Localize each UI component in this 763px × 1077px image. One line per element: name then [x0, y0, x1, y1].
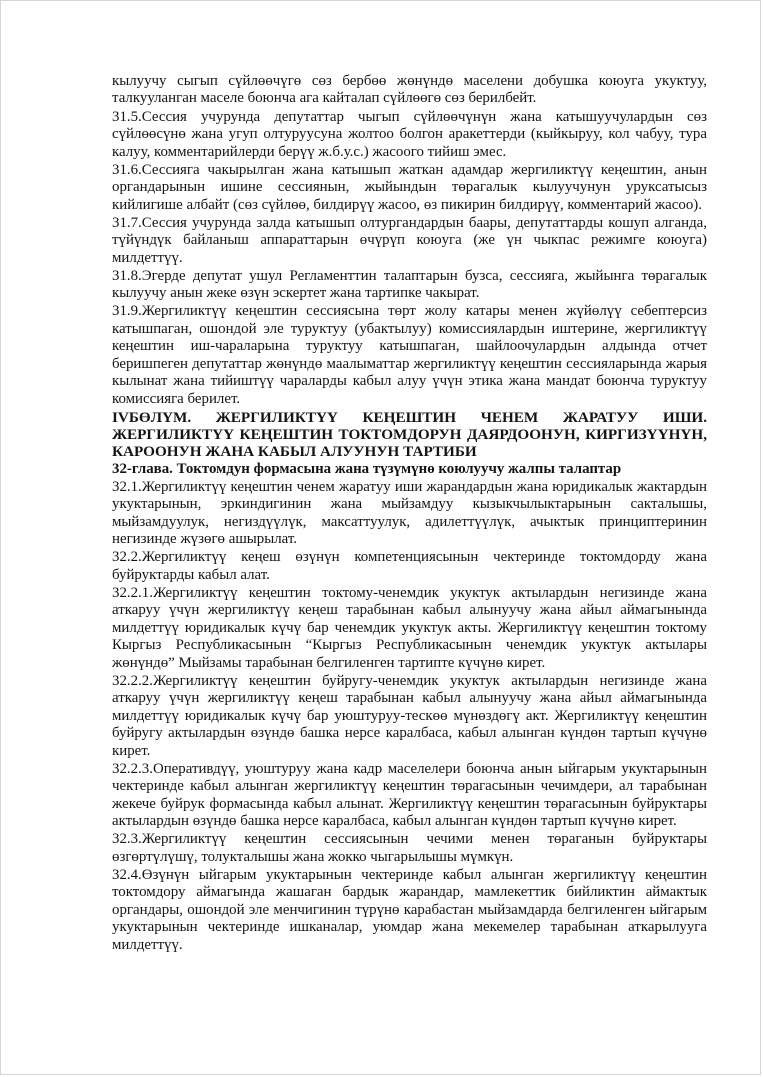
chapter-heading: 32-глава. Токтомдун формасына жана түзүмүнө коюлуучу жалпы талаптар [112, 460, 622, 477]
clause-32-2-3: 32.2.3.Оперативдүү, уюштуруу жана кадр маселелери боюнча анын ыйгарым укуктарынын чектеринде кабыл алынган жергиликтүү кеңештин төрагасынын чечимдери, ал тарабынан жекече буйрук формасында кабыл алынат. Жергиликтүү кеңештин төрагасынын буйруктары актылардын өзүндө башка нерсе каралбаса, кабыл алынган күндөн тартып күчүнө кирет. [112, 760, 707, 830]
clause-32-4: 32.4.Өзүнүн ыйгарым укуктарынын чектеринде кабыл алынган жергиликтүү кеңештин токтомдору аймагында жашаган бардык жарандар, мамлекеттик бийликтин аймактык органдары, ошондой эле менчигинин түрүнө карабастан мыйзамдарда белгиленген ыйгарым укуктарынын чектеринде ишканалар, уюмдар жана мекемелер тарабынан аткарылууга милдеттүү. [112, 866, 707, 953]
section-heading: IVБӨЛҮМ. ЖЕРГИЛИКТҮҮ КЕҢЕШТИН ЧЕНЕМ ЖАРАТУУ ИШИ. ЖЕРГИЛИКТҮҮ КЕҢЕШТИН ТОКТОМДОРУН ДАЯРДООНУН, КИРГИЗҮҮНҮН, КАРООНУН ЖАНА КАБЫЛ АЛУУНУН ТАРТИБИ [112, 408, 707, 461]
paragraph-31-6: 31.6.Сессияга чакырылган жана катышып жаткан адамдар жергиликтүү кеңештин, анын органдарынын ишине сессиянын, жыйындын төрагалык кылуучунун уруксатысыз кийлигише албайт (сөз сүйлөө, билдирүү жасоо, өз пикирин билдирүү, комментарий жасоо). [112, 161, 707, 213]
paragraph-continuation: кылуучу сыгып сүйлөөчүгө сөз бербөө жөнүндө маселени добушка коюуга укуктуу, талкууланган маселе боюнча ага кайталап сүйлөөгө сөз берилбейт. [112, 73, 707, 107]
clause-32-2: 32.2.Жергиликтүү кеңеш өзүнүн компетенциясынын чектеринде токтомдорду жана буйруктарды кабыл алат. [112, 549, 707, 583]
clause-32-2-2: 32.2.2.Жергиликтүү кеңештин буйругу-ченемдик укуктук актылардын негизинде жана аткаруу үчүн жергиликтүү кеңеш тарабынан кабыл алынуучу жана айыл аймагынында милдеттүү юридикалык күчү бар уюштуруу-тескөө мүнөздөгү акт. Жергиликтүү кеңештин буйругу актылардын өзүндө башка нерсе каралбаса, кабыл алынган күндөн тартып күчүнө кирет. [112, 672, 707, 759]
clause-32-2-1: 32.2.1.Жергиликтүү кеңештин токтому-ченемдик укуктук актылардын негизинде жана аткаруу үчүн жергиликтүү кеңеш тарабынан кабыл алынуучу жана айыл аймагынында милдеттүү юридикалык күчү бар ченемдик укуктук акты. Жергиликтүү кеңештин токтому Кыргыз Республикасынын “Кыргыз Республикасынын ченемдик укуктук актылары жөнүндө” Мыйзамы тарабынан белгиленген тартипте күчүнө кирет. [112, 584, 707, 671]
document-body [112, 73, 707, 955]
clause-32-3: 32.3.Жергиликтүү кеңештин сессиясынын чечими менен төраганын буйруктары өзгөртүлүшү, толукталышы жана жокко чыгарылышы мүмкүн. [112, 831, 707, 865]
paragraph-31-7: 31.7.Сессия учурунда залда катышып олтургандардын баары, депутаттарды кошуп алганда, түйүндүк байланыш аппараттарын өчүрүп коюуга (же үн чыкпас режимге коюуга) милдеттүү. [112, 214, 707, 266]
clause-32-1: 32.1.Жергиликтүү кеңештин ченем жаратуу иши жарандардын жана юридикалык жактардын укуктарынын, эркиндигинин жана мыйзамдуу кызыкчылыктарынын сакталышы, мыйзамдуулук, негиздүүлүк, максаттуулук, адилеттүүлүк, ачыктык принциптеринин негизинде жүзөгө ашырылат. [112, 478, 707, 548]
paragraph-31-8: 31.8.Эгерде депутат ушул Регламенттин талаптарын бузса, сессияга, жыйынга төрагалык кылуучу анын жеке өзүн эскертет жана тартипке чакырат. [112, 267, 707, 302]
paragraph-31-9: 31.9.Жергиликтүү кеңештин сессиясына төрт жолу катары менен жүйөлүү себептерсиз катышпаган, ошондой эле туруктуу (убактылуу) комиссиялардын иштерине, жергиликтүү кеңештин иш-чараларына туруктуу катышпаган, шайлоочулардын алдында отчет беришпеген депутаттар жөнүндө маалыматтар жергиликтүү кеңештин сессияларында жарыя кылынат жана тийиштүү чараларды кабыл алуу үчүн этика жана мандат боюнча туруктуу комиссияга берилет. [112, 303, 707, 407]
paragraph-31-5: 31.5.Сессия учурунда депутаттар чыгып сүйлөөчүнүн жана катышуучулардын сөз сүйлөөсүнө жана угуп олтуруусуна жолтоо болгон аракеттерди (кыйкыруу, кол чабуу, тура калуу, комментарийлерди берүү ж.б.у.с.) жасоого тийиш эмес. [112, 108, 707, 160]
